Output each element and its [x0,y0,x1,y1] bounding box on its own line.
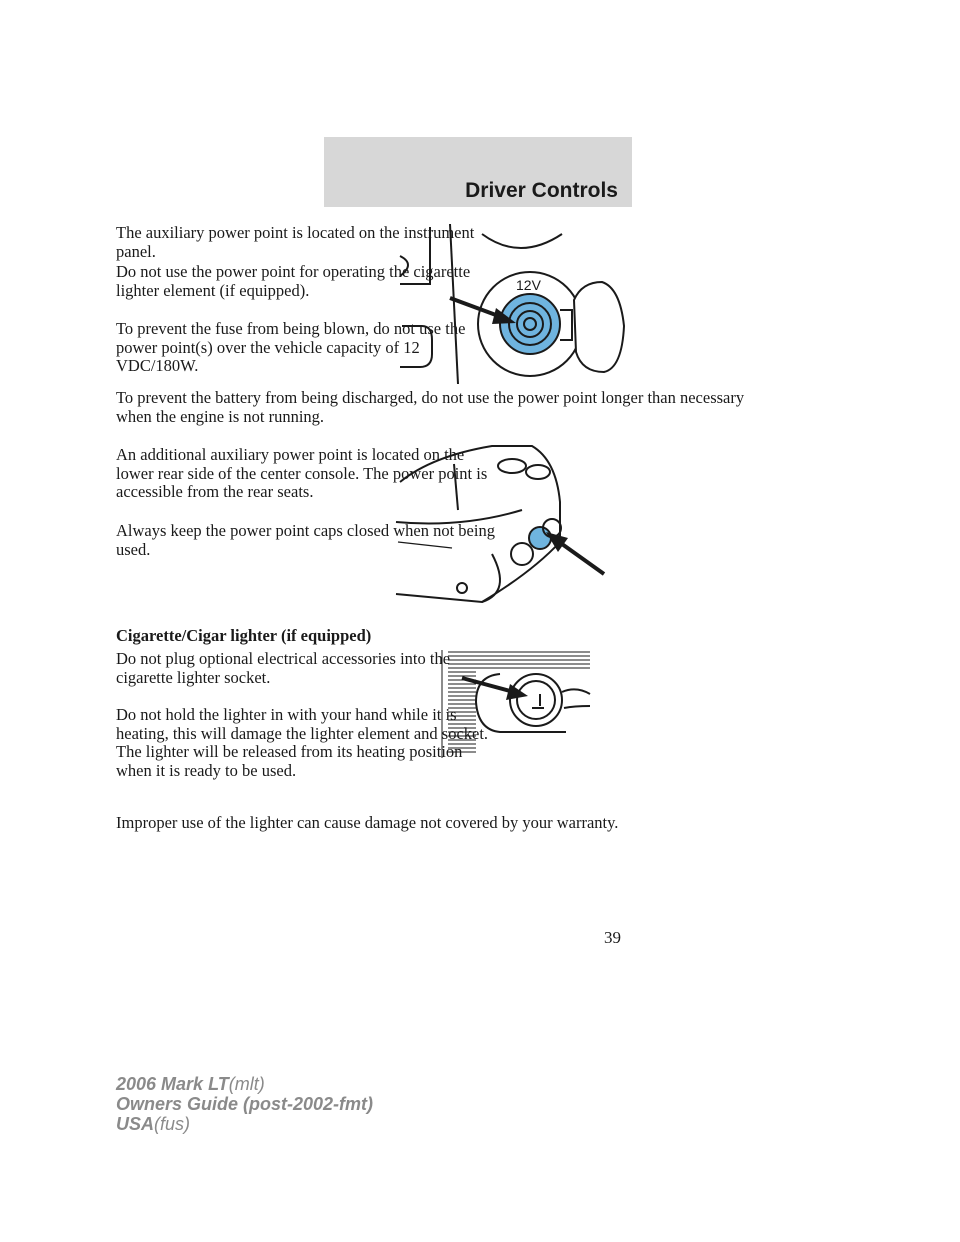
footer-market: USA [116,1114,155,1134]
cigarette-lighter-illustration [440,646,592,762]
paragraph-no-accessories: Do not plug optional electrical accessories into the cigarette lighter socket. [116,649,451,687]
paragraph-no-lighter-element: Do not use the power point for operating the cigarette lighter element (if equipped). [116,262,471,300]
section-title: Driver Controls [465,179,618,202]
lighter-heading: Cigarette/Cigar lighter (if equipped) [116,626,372,645]
header-band [324,137,632,207]
paragraph-additional-power-point: An additional auxiliary power point is located on the lower rear side of the center console. The power point is accessible from the rear seats. [116,445,488,501]
power-point-illustration [392,222,632,388]
paragraph-fuse-capacity: To prevent the fuse from being blown, do not use the power point(s) over the vehicle capacity of 12 VDC/180W. [116,319,466,375]
footer-market-code: (fus) [154,1114,191,1134]
paragraph-improper-use: Improper use of the lighter can cause damage not covered by your warranty. [116,813,619,832]
footer-model: 2006 Mark LT [116,1074,229,1094]
page-number: 39 [604,928,621,947]
footer-line-2: Owners Guide (post-2002-fmt) [116,1094,374,1114]
paragraph-location: The auxiliary power point is located on the instrument panel. [116,223,475,261]
footer [116,1074,373,1134]
console-power-point-illustration [392,442,614,614]
footer-line-1 [116,1074,373,1094]
footer-line-3 [116,1114,373,1134]
paragraph-keep-caps-closed: Always keep the power point caps closed when not being used. [116,521,495,559]
power-point-label: 12V [516,277,541,293]
paragraph-battery-discharge: To prevent the battery from being discharged, do not use the power point longer than necessary when the engine is not running. [116,388,745,426]
footer-model-code: (mlt) [228,1074,265,1094]
paragraph-do-not-hold: Do not hold the lighter in with your hand while it is heating, this will damage the lighter element and socket. The lighter will be released from its heating position when it is ready to be used. [116,705,489,780]
